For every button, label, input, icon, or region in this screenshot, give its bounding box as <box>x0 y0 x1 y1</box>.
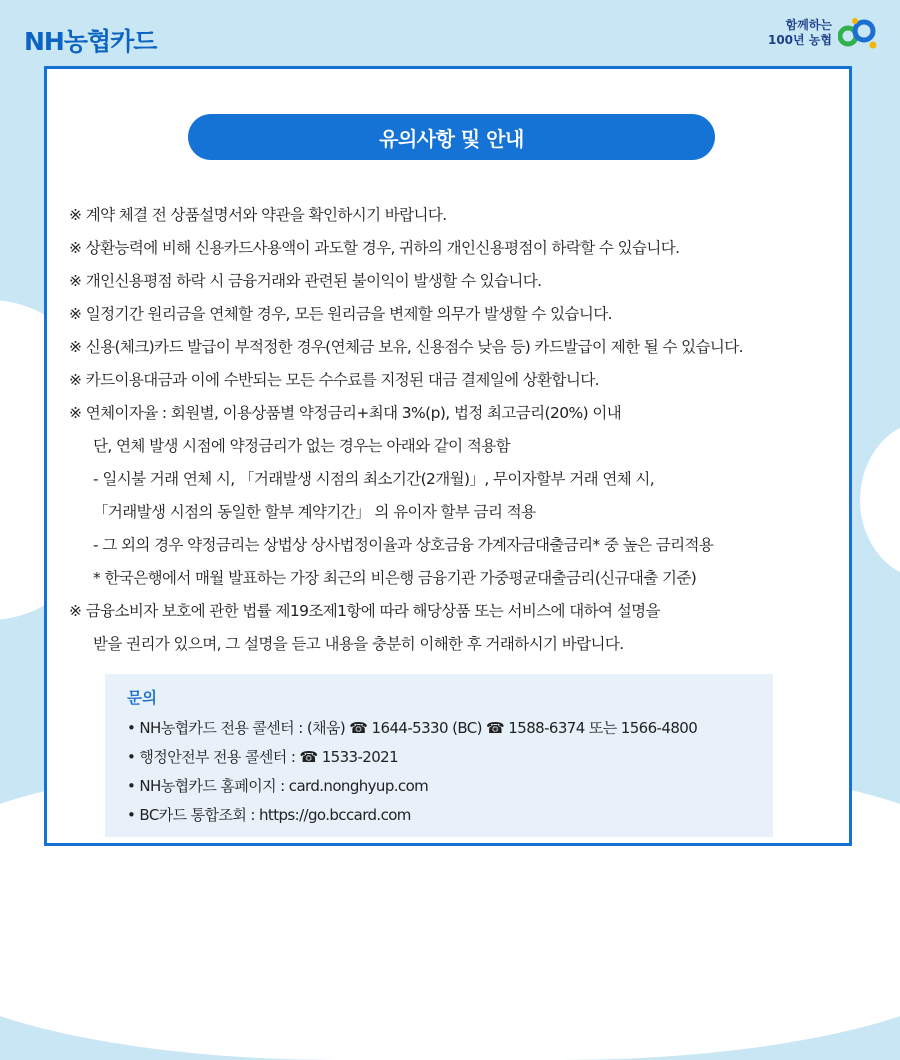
notice-line: ※ 금융소비자 보호에 관한 법률 제19조제1항에 따라 해당상품 또는 서비스에 대하여 설명을 <box>69 602 660 620</box>
notice-line: ※ 카드이용대금과 이에 수반되는 모든 수수료를 지정된 대금 결제일에 상환합니다. <box>69 371 599 389</box>
nh-card-logo: NH농협카드 <box>24 27 157 56</box>
circles-logo-icon <box>838 16 878 50</box>
page-title: 유의사항 및 안내 <box>188 114 715 160</box>
notice-card <box>44 66 852 846</box>
notice-line: * 한국은행에서 매월 발표하는 가장 최근의 비은행 금융기관 가중평균대출금리(신규대출 기준) <box>93 569 697 587</box>
logo-line1: 함께하는 <box>785 18 832 32</box>
notice-line: ※ 연체이자율 : 회원별, 이용상품별 약정금리+최대 3%(p), 법정 최고금리(20%) 이내 <box>69 404 622 422</box>
notice-list <box>69 199 849 661</box>
notice-line: - 일시불 거래 연체 시, 「거래발생 시점의 최소기간(2개월)」, 무이자할부 거래 연체 시, <box>93 470 655 488</box>
inquiry-list <box>127 714 697 830</box>
notice-line: ※ 신용(체크)카드 발급이 부적정한 경우(연체금 보유, 신용점수 낮음 등) 카드발급이 제한 될 수 있습니다. <box>69 338 744 356</box>
nonghyup-100-logo <box>768 16 878 50</box>
notice-line: 단, 연체 발생 시점에 약정금리가 없는 경우는 아래와 같이 적용함 <box>93 437 510 455</box>
notice-line: 「거래발생 시점의 동일한 할부 계약기간」 의 유이자 할부 금리 적용 <box>93 503 536 521</box>
notice-line: ※ 일정기간 원리금을 연체할 경우, 모든 원리금을 변제할 의무가 발생할 수 있습니다. <box>69 305 612 323</box>
notice-line: ※ 계약 체결 전 상품설명서와 약관을 확인하시기 바랍니다. <box>69 206 447 224</box>
inquiry-item: • 행정안전부 전용 콜센터 : ☎ 1533-2021 <box>127 748 399 766</box>
logo-line2: 100년 농협 <box>767 33 832 47</box>
inquiry-item: • NH농협카드 홈페이지 : card.nonghyup.com <box>127 777 429 795</box>
notice-line: - 그 외의 경우 약정금리는 상법상 상사법정이율과 상호금융 가계자금대출금리* 중 높은 금리적용 <box>93 536 714 554</box>
notice-line: ※ 개인신용평점 하락 시 금융거래와 관련된 불이익이 발생할 수 있습니다. <box>69 272 542 290</box>
inquiry-box <box>105 674 773 837</box>
inquiry-item: • BC카드 통합조회 : https://go.bccard.com <box>127 806 411 824</box>
logo-text <box>768 18 832 48</box>
notice-line: 받을 권리가 있으며, 그 설명을 듣고 내용을 충분히 이해한 후 거래하시기 바랍니다. <box>93 635 624 653</box>
inquiry-title: 문의 <box>127 689 157 707</box>
notice-line: ※ 상환능력에 비해 신용카드사용액이 과도할 경우, 귀하의 개인신용평점이 하락할 수 있습니다. <box>69 239 680 257</box>
cloud-right-decoration <box>860 420 900 580</box>
inquiry-item: • NH농협카드 전용 콜센터 : (채움) ☎ 1644-5330 (BC) ☎ 1588-6374 또는 1566-4800 <box>127 719 698 737</box>
